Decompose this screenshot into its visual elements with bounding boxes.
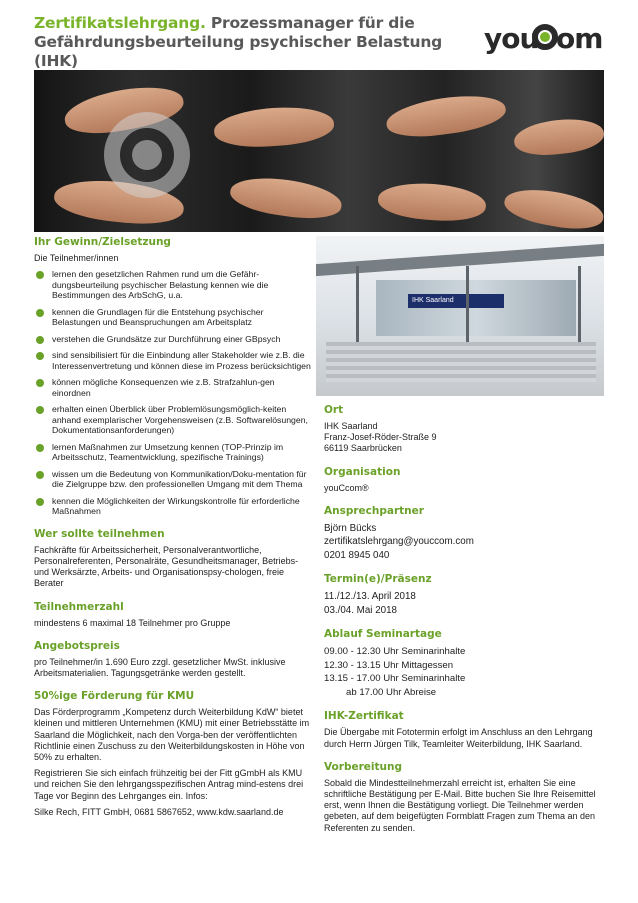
list-item: wissen um die Bedeutung von Kommunikation/Doku-mentation für die Zielgruppe bzw. den professionellen Umgang mit dem Thema	[34, 469, 312, 490]
funding-contact: Silke Rech, FITT GmbH, 0681 5867652, www.kdw.saarland.de	[34, 806, 284, 817]
bullet-dot-icon	[36, 379, 44, 387]
price-text: pro Teilnehmer/in 1.690 Euro zzgl. gesetzlicher MwSt. inklusive Arbeitsmaterialien. Tagungsgetränke werden gestellt.	[34, 656, 286, 678]
bullet-dot-icon	[36, 471, 44, 479]
title-line2: Gefährdungsbeurteilung psychischer Belastung (IHK)	[34, 33, 443, 70]
preparation-text: Sobald die Mindestteilnehmerzahl erreicht ist, erhalten Sie eine schriftliche Bestätigung per E-Mail. Bitte buchen Sie Ihre Reisemittel erst, wenn Ihnen die Bestätigung vorliegt. Die Teilnehmer werden gebeten, auf dem beigefügten Formblatt Fragen zum Thema an den Referenten zu senden.	[324, 777, 596, 833]
goals-intro: Die Teilnehmer/innen	[34, 253, 119, 263]
price-section	[34, 640, 312, 679]
page-title	[34, 14, 464, 71]
certificate-heading: IHK-Zertifikat	[324, 710, 404, 723]
schedule-row: 09.00 - 12.30 Uhr Seminarinhalte	[324, 646, 466, 658]
audience-heading: Wer sollte teilnehmen	[34, 527, 165, 540]
preparation-heading: Vorbereitung	[324, 760, 402, 773]
preparation-section	[324, 761, 604, 834]
schedule-section	[324, 628, 604, 699]
watermark-dot-icon	[132, 140, 162, 170]
building-sign: IHK Saarland	[408, 294, 504, 308]
location-line-2: Franz-Josef-Röder-Straße 9	[324, 432, 437, 443]
participants-heading: Teilnehmerzahl	[34, 600, 124, 613]
participants-section	[34, 601, 312, 629]
location-line-1: IHK Saarland	[324, 421, 378, 431]
bullet-dot-icon	[36, 444, 44, 452]
building-roof	[316, 244, 604, 276]
list-item: verstehen die Grundsätze zur Durchführung einer GBpsych	[34, 334, 312, 345]
location-line-3: 66119 Saarbrücken	[324, 443, 402, 454]
hero-banner-image	[34, 70, 604, 232]
audience-section	[34, 528, 312, 590]
building-photo	[316, 236, 604, 396]
hand-shape	[512, 115, 604, 158]
right-column	[324, 404, 604, 845]
building-steps	[326, 342, 596, 382]
location-heading: Ort	[324, 404, 344, 416]
list-item: erhalten einen Überblick über Problemlösungsmöglich-keiten anhand exemplarischer Vorgehensweisen (z.B. Softwarelösungen, Dokumentationsanforderungen)	[34, 404, 312, 436]
audience-text: Fachkräfte für Arbeitssicherheit, Personalverantwortliche, Personalreferenten, Personalräte, Gesundheitsmanager, Betriebs- und Werksärzte, Arbeits- und Organisationspsy-chologen, freie Berater	[34, 544, 299, 589]
schedule-row: 12.30 - 13.15 Uhr Mittagessen	[324, 659, 454, 671]
title-rest: Prozessmanager für die	[205, 14, 415, 32]
page-header	[0, 0, 638, 70]
schedule-row: 13.15 - 17.00 Uhr Seminarinhalte	[324, 673, 466, 685]
list-item: lernen Maßnahmen zur Umsetzung kennen (TOP-Prinzip im Arbeitsschutz, Teamentwicklung, spezifische Trainings)	[34, 442, 312, 463]
certificate-section	[324, 710, 604, 749]
dates-heading: Termin(e)/Präsenz	[324, 573, 432, 586]
left-column	[34, 236, 312, 829]
list-item: lernen den gesetzlichen Rahmen rund um die Gefähr-dungsbeurteilung psychischer Belastung kennen wie die Bestimmungen des ArbSchG, u.a.	[34, 269, 312, 301]
logo-dot-icon	[540, 32, 550, 42]
schedule-heading: Ablauf Seminartage	[324, 628, 442, 641]
location-section	[324, 404, 604, 455]
list-item: kennen die Grundlagen für die Entstehung psychischer Belastungen und Beanspruchungen am Arbeitsplatz	[34, 307, 312, 328]
dates-line-2: 03./04. Mai 2018	[324, 604, 397, 616]
logo-text-you: you	[484, 22, 539, 55]
hand-shape	[502, 184, 604, 232]
participants-text: mindestens 6 maximal 18 Teilnehmer pro Gruppe	[34, 617, 231, 628]
hand-shape	[377, 180, 487, 223]
goals-section	[34, 236, 312, 517]
youccom-logo	[484, 22, 606, 56]
dates-section	[324, 573, 604, 617]
bullet-dot-icon	[36, 336, 44, 344]
goals-heading: Ihr Gewinn/Zielsetzung	[34, 236, 171, 248]
bullet-dot-icon	[36, 309, 44, 317]
hand-shape	[213, 104, 335, 150]
bullet-dot-icon	[36, 271, 44, 279]
funding-section	[34, 690, 312, 818]
list-item: kennen die Möglichkeiten der Wirkungskontrolle für erforderliche Maßnahmen	[34, 496, 312, 517]
title-accent: Zertifikatslehrgang.	[34, 14, 206, 32]
bullet-dot-icon	[36, 352, 44, 360]
funding-heading: 50%ige Förderung für KMU	[34, 690, 195, 703]
contact-email[interactable]: zertifikatslehrgang@youccom.com	[324, 536, 474, 548]
goals-list	[34, 269, 312, 517]
logo-text-om: om	[556, 22, 603, 55]
dates-line-1: 11./12./13. April 2018	[324, 591, 416, 603]
contact-name: Björn Bücks	[324, 522, 377, 534]
bullet-dot-icon	[36, 498, 44, 506]
hand-shape	[228, 172, 344, 223]
price-heading: Angebotspreis	[34, 639, 120, 652]
organisation-heading: Organisation	[324, 465, 401, 478]
funding-text-2: Registrieren Sie sich einfach frühzeitig bei der Fitt gGmbH als KMU und reichen Sie den lehrgangsspezifischen Antrag mind-estens drei Tage vor Beginn des Lehrganges ein. Infos:	[34, 768, 304, 801]
certificate-text: Die Übergabe mit Fototermin erfolgt im Anschluss an den Lehrgang durch Herrn Jürgen Tilk, Teamleiter Weiterbildung, IHK Saarland.	[324, 727, 593, 749]
schedule-departure: ab 17.00 Uhr Abreise	[346, 686, 437, 698]
organisation-text: youCcom®	[324, 482, 369, 493]
contact-heading: Ansprechpartner	[324, 504, 424, 517]
list-item: können mögliche Konsequenzen wie z.B. Strafzahlun-gen einordnen	[34, 377, 312, 398]
hand-shape	[384, 90, 508, 142]
funding-text-1: Das Förderprogramm „Kompetenz durch Weiterbildung KdW“ bietet kleinen und mittleren Unternehmen (KMU) mit einer Betriebsstätte im Saarland die Möglichkeit, nach den Vorga-ben der veröffentlichten Richtlinie einen Zuschuss zu den Weiterbildungskosten in Höhe von 50% zu erhalten.	[34, 707, 310, 762]
contact-section	[324, 505, 604, 563]
list-item: sind sensibilisiert für die Einbindung aller Stakeholder wie z.B. die Interessenvertretung und können diese im Prozess berücksichtigen	[34, 350, 312, 371]
organisation-section	[324, 466, 604, 494]
bullet-dot-icon	[36, 406, 44, 414]
building-facade	[376, 280, 576, 336]
contact-phone: 0201 8945 040	[324, 549, 390, 561]
